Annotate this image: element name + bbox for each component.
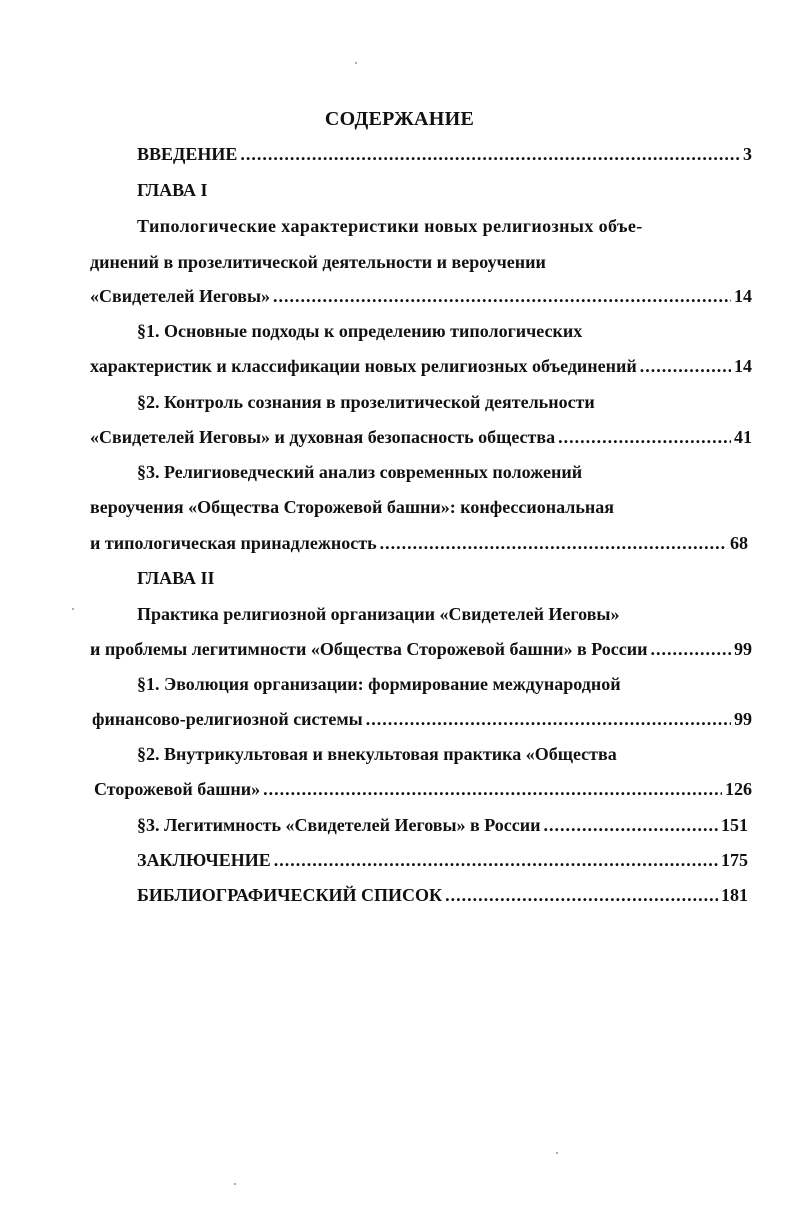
toc-entry-label: «Свидетелей Иеговы» и духовная безопасность общества	[90, 427, 556, 447]
leader-dots	[445, 884, 718, 906]
toc-entry-label: Сторожевой башни»	[94, 779, 261, 799]
chapter-1-heading: ГЛАВА I	[137, 180, 208, 200]
toc-entry-page: 175	[721, 850, 748, 870]
chapter-2-title-line-1: Практика религиозной организации «Свидетелей Иеговы»	[137, 604, 620, 624]
leader-dots	[650, 638, 731, 660]
toc-entry-label: §3. Легитимность «Свидетелей Иеговы» в России	[137, 815, 541, 835]
toc-entry-page: 151	[721, 815, 748, 835]
toc-entry-page: 14	[734, 286, 752, 306]
leader-dots	[240, 143, 740, 165]
toc-entry-chapter-2	[90, 638, 752, 660]
leader-dots	[263, 778, 722, 800]
leader-dots	[640, 355, 731, 377]
chapter-2-section-1-line-1: §1. Эволюция организации: формирование международной	[137, 674, 621, 694]
toc-entry-label: финансово-религиозной системы	[92, 709, 363, 729]
chapter-1-section-2-line-1: §2. Контроль сознания в прозелитической деятельности	[137, 392, 595, 412]
toc-entry-page: 181	[721, 885, 748, 905]
toc-entry-page: 3	[743, 144, 752, 164]
toc-entry-label: характеристик и классификации новых религиозных объединений	[90, 356, 637, 376]
leader-dots	[274, 849, 718, 871]
toc-entry-label: «Свидетелей Иеговы»	[90, 286, 271, 306]
scan-speck	[556, 1152, 558, 1154]
chapter-1-title-line-2: динений в прозелитической деятельности и вероучении	[90, 252, 546, 272]
leader-dots	[366, 708, 731, 730]
toc-entry-chapter-2-section-3	[137, 814, 748, 836]
toc-entry-chapter-1-section-3	[90, 532, 748, 554]
chapter-2-heading: ГЛАВА II	[137, 568, 215, 588]
chapter-1-section-3-line-1: §3. Религиоведческий анализ современных положений	[137, 462, 583, 482]
toc-entry-label: ВВЕДЕНИЕ	[137, 144, 238, 164]
page-title: СОДЕРЖАНИЕ	[324, 108, 475, 130]
toc-entry-chapter-2-section-1	[92, 708, 752, 730]
toc-entry-label: и типологическая принадлежность	[90, 533, 377, 553]
toc-entry-chapter-1-section-1	[90, 355, 752, 377]
chapter-2-section-2-line-1: §2. Внутрикультовая и внекультовая практика «Общества	[137, 744, 617, 764]
toc-entry-intro	[137, 143, 752, 165]
leader-dots	[544, 814, 718, 836]
toc-entry-page: 14	[734, 356, 752, 376]
scan-speck	[72, 608, 74, 610]
toc-entry-page: 68	[730, 533, 748, 553]
toc-entry-page: 99	[734, 709, 752, 729]
toc-entry-label: БИБЛИОГРАФИЧЕСКИЙ СПИСОК	[137, 885, 443, 905]
toc-entry-bibliography	[137, 884, 748, 906]
leader-dots	[380, 532, 727, 554]
toc-entry-page: 126	[725, 779, 752, 799]
toc-entry-chapter-1-section-2	[90, 426, 752, 448]
leader-dots	[558, 426, 731, 448]
chapter-1-title-line-1: Типологические характеристики новых религиозных объе-	[137, 216, 643, 236]
toc-entry-chapter-2-section-2	[94, 778, 752, 800]
toc-entry-page: 99	[734, 639, 752, 659]
toc-entry-conclusion	[137, 849, 748, 871]
scan-speck	[234, 1183, 236, 1185]
chapter-1-section-3-line-2: вероучения «Общества Сторожевой башни»: конфессиональная	[90, 497, 615, 517]
toc-entry-page: 41	[734, 427, 752, 447]
scan-speck	[355, 62, 357, 64]
leader-dots	[273, 285, 731, 307]
toc-entry-chapter-1	[90, 285, 752, 307]
toc-entry-label: и проблемы легитимности «Общества Сторожевой башни» в России	[90, 639, 648, 659]
chapter-1-section-1-line-1: §1. Основные подходы к определению типологических	[137, 321, 583, 341]
toc-entry-label: ЗАКЛЮЧЕНИЕ	[137, 850, 271, 870]
